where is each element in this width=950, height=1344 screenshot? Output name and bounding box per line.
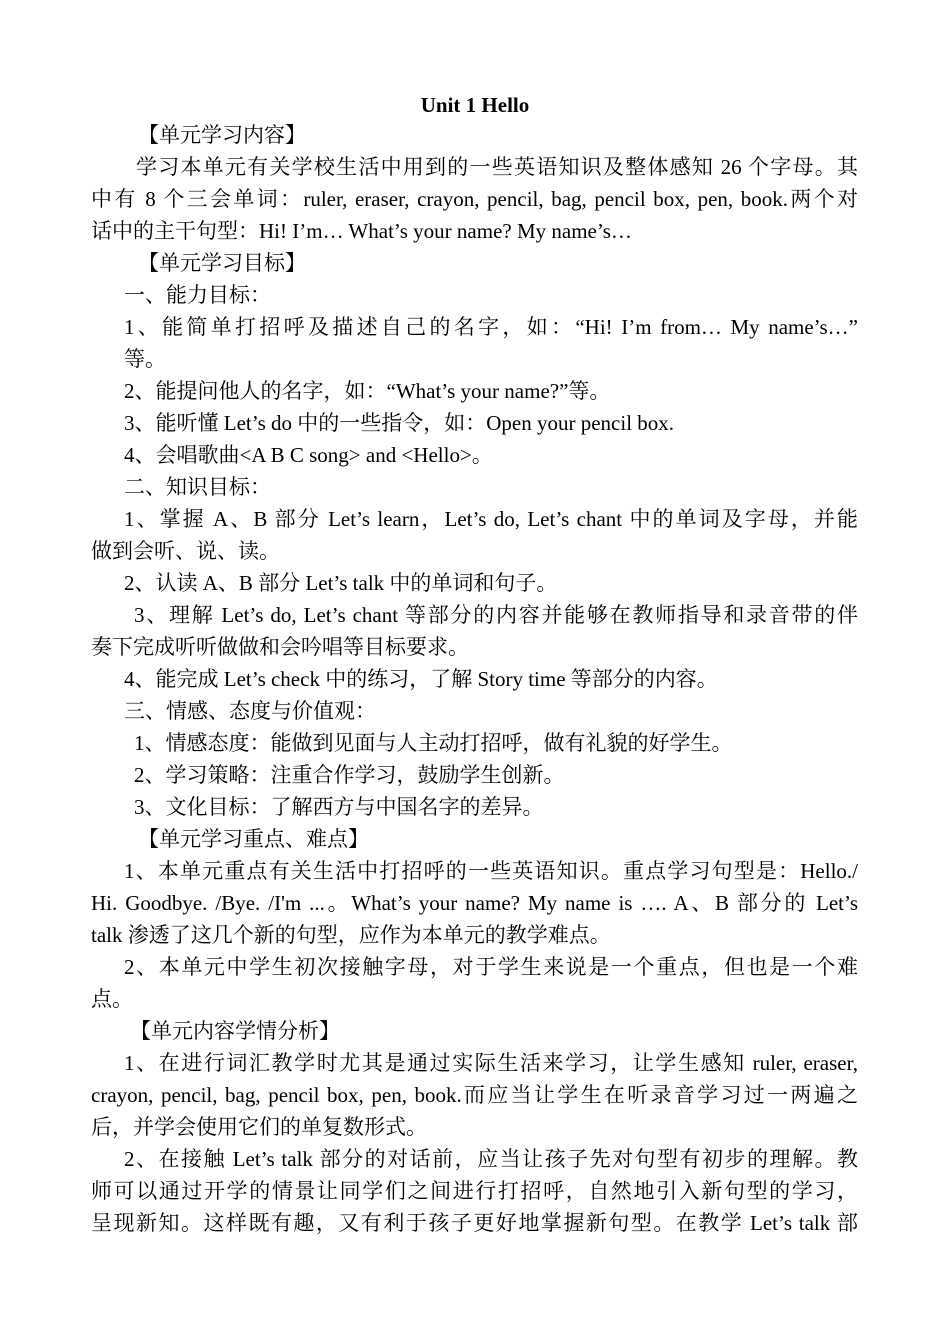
list-item: 2、学习策略：注重合作学习，鼓励学生创新。 <box>134 763 565 787</box>
list-item-continued: 奏下完成听听做做和会吟唱等目标要求。 <box>91 635 469 659</box>
paragraph-line: 后，并学会使用它们的单复数形式。 <box>91 1115 427 1139</box>
list-item: 1、能简单打招呼及描述自己的名字，如：“Hi! I’m from… My name’s…” <box>124 315 858 339</box>
list-item: 3、文化目标：了解西方与中国名字的差异。 <box>134 795 544 819</box>
paragraph-line: 1、在进行词汇教学时尤其是通过实际生活来学习，让学生感知 ruler, eraser, <box>124 1051 858 1075</box>
paragraph-line: 师可以通过开学的情景让同学们之间进行打招呼，自然地引入新句型的学习， <box>91 1179 858 1203</box>
paragraph-line: 2、在接触 Let’s talk 部分的对话前，应当让孩子先对句型有初步的理解。教 <box>124 1147 858 1171</box>
list-item: 2、能提问他人的名字，如：“What’s your name?”等。 <box>124 379 611 403</box>
list-item-continued: 做到会听、说、读。 <box>91 539 280 563</box>
paragraph-line: 点。 <box>91 987 133 1011</box>
section-heading-content: 【单元学习内容】 <box>138 123 306 147</box>
subheading-attitude: 三、情感、态度与价值观： <box>124 699 376 723</box>
paragraph-line: 话中的主干句型：Hi! I’m… What’s your name? My name’s… <box>91 219 632 243</box>
list-item: 2、认读 A、B 部分 Let’s talk 中的单词和句子。 <box>124 571 558 595</box>
list-item: 3、理解 Let’s do, Let’s chant 等部分的内容并能够在教师指导和录音带的伴 <box>134 603 858 627</box>
paragraph-line: 2、本单元中学生初次接触字母，对于学生来说是一个重点，但也是一个难 <box>124 955 858 979</box>
section-heading-goals: 【单元学习目标】 <box>138 251 306 275</box>
list-item: 4、会唱歌曲<A B C song> and <Hello>。 <box>124 443 493 467</box>
list-item: 3、能听懂 Let’s do 中的一些指令，如：Open your pencil box. <box>124 411 675 435</box>
paragraph-line: talk 渗透了这几个新的句型，应作为本单元的教学难点。 <box>91 923 611 947</box>
section-heading-key-points: 【单元学习重点、难点】 <box>138 827 369 851</box>
paragraph-line: 1、本单元重点有关生活中打招呼的一些英语知识。重点学习句型是：Hello./ <box>124 859 858 883</box>
list-item: 1、掌握 A、B 部分 Let’s learn，Let’s do, Let’s chant 中的单词及字母，并能 <box>124 507 858 531</box>
document-title: Unit 1 Hello <box>420 93 530 117</box>
subheading-ability: 一、能力目标： <box>124 283 271 307</box>
section-heading-analysis: 【单元内容学情分析】 <box>130 1019 340 1043</box>
paragraph-line: 学习本单元有关学校生活中用到的一些英语知识及整体感知 26 个字母。其 <box>136 155 858 179</box>
paragraph-line: 呈现新知。这样既有趣，又有利于孩子更好地掌握新句型。在教学 Let’s talk 部 <box>91 1211 858 1235</box>
list-item: 1、情感态度：能做到见面与人主动打招呼，做有礼貌的好学生。 <box>134 731 733 755</box>
list-item-continued: 等。 <box>124 347 166 371</box>
paragraph-line: Hi. Goodbye. /Bye. /I'm ...。What’s your name? My name is …. A、B 部分的 Let’s <box>91 891 858 915</box>
paragraph-line: crayon, pencil, bag, pencil box, pen, book.而应当让学生在听录音学习过一两遍之 <box>91 1083 858 1107</box>
subheading-knowledge: 二、知识目标： <box>124 475 271 499</box>
paragraph-line: 中有 8 个三会单词：ruler, eraser, crayon, pencil, bag, pencil box, pen, book.两个对 <box>91 187 858 211</box>
list-item: 4、能完成 Let’s check 中的练习，了解 Story time 等部分的内容。 <box>124 667 718 691</box>
